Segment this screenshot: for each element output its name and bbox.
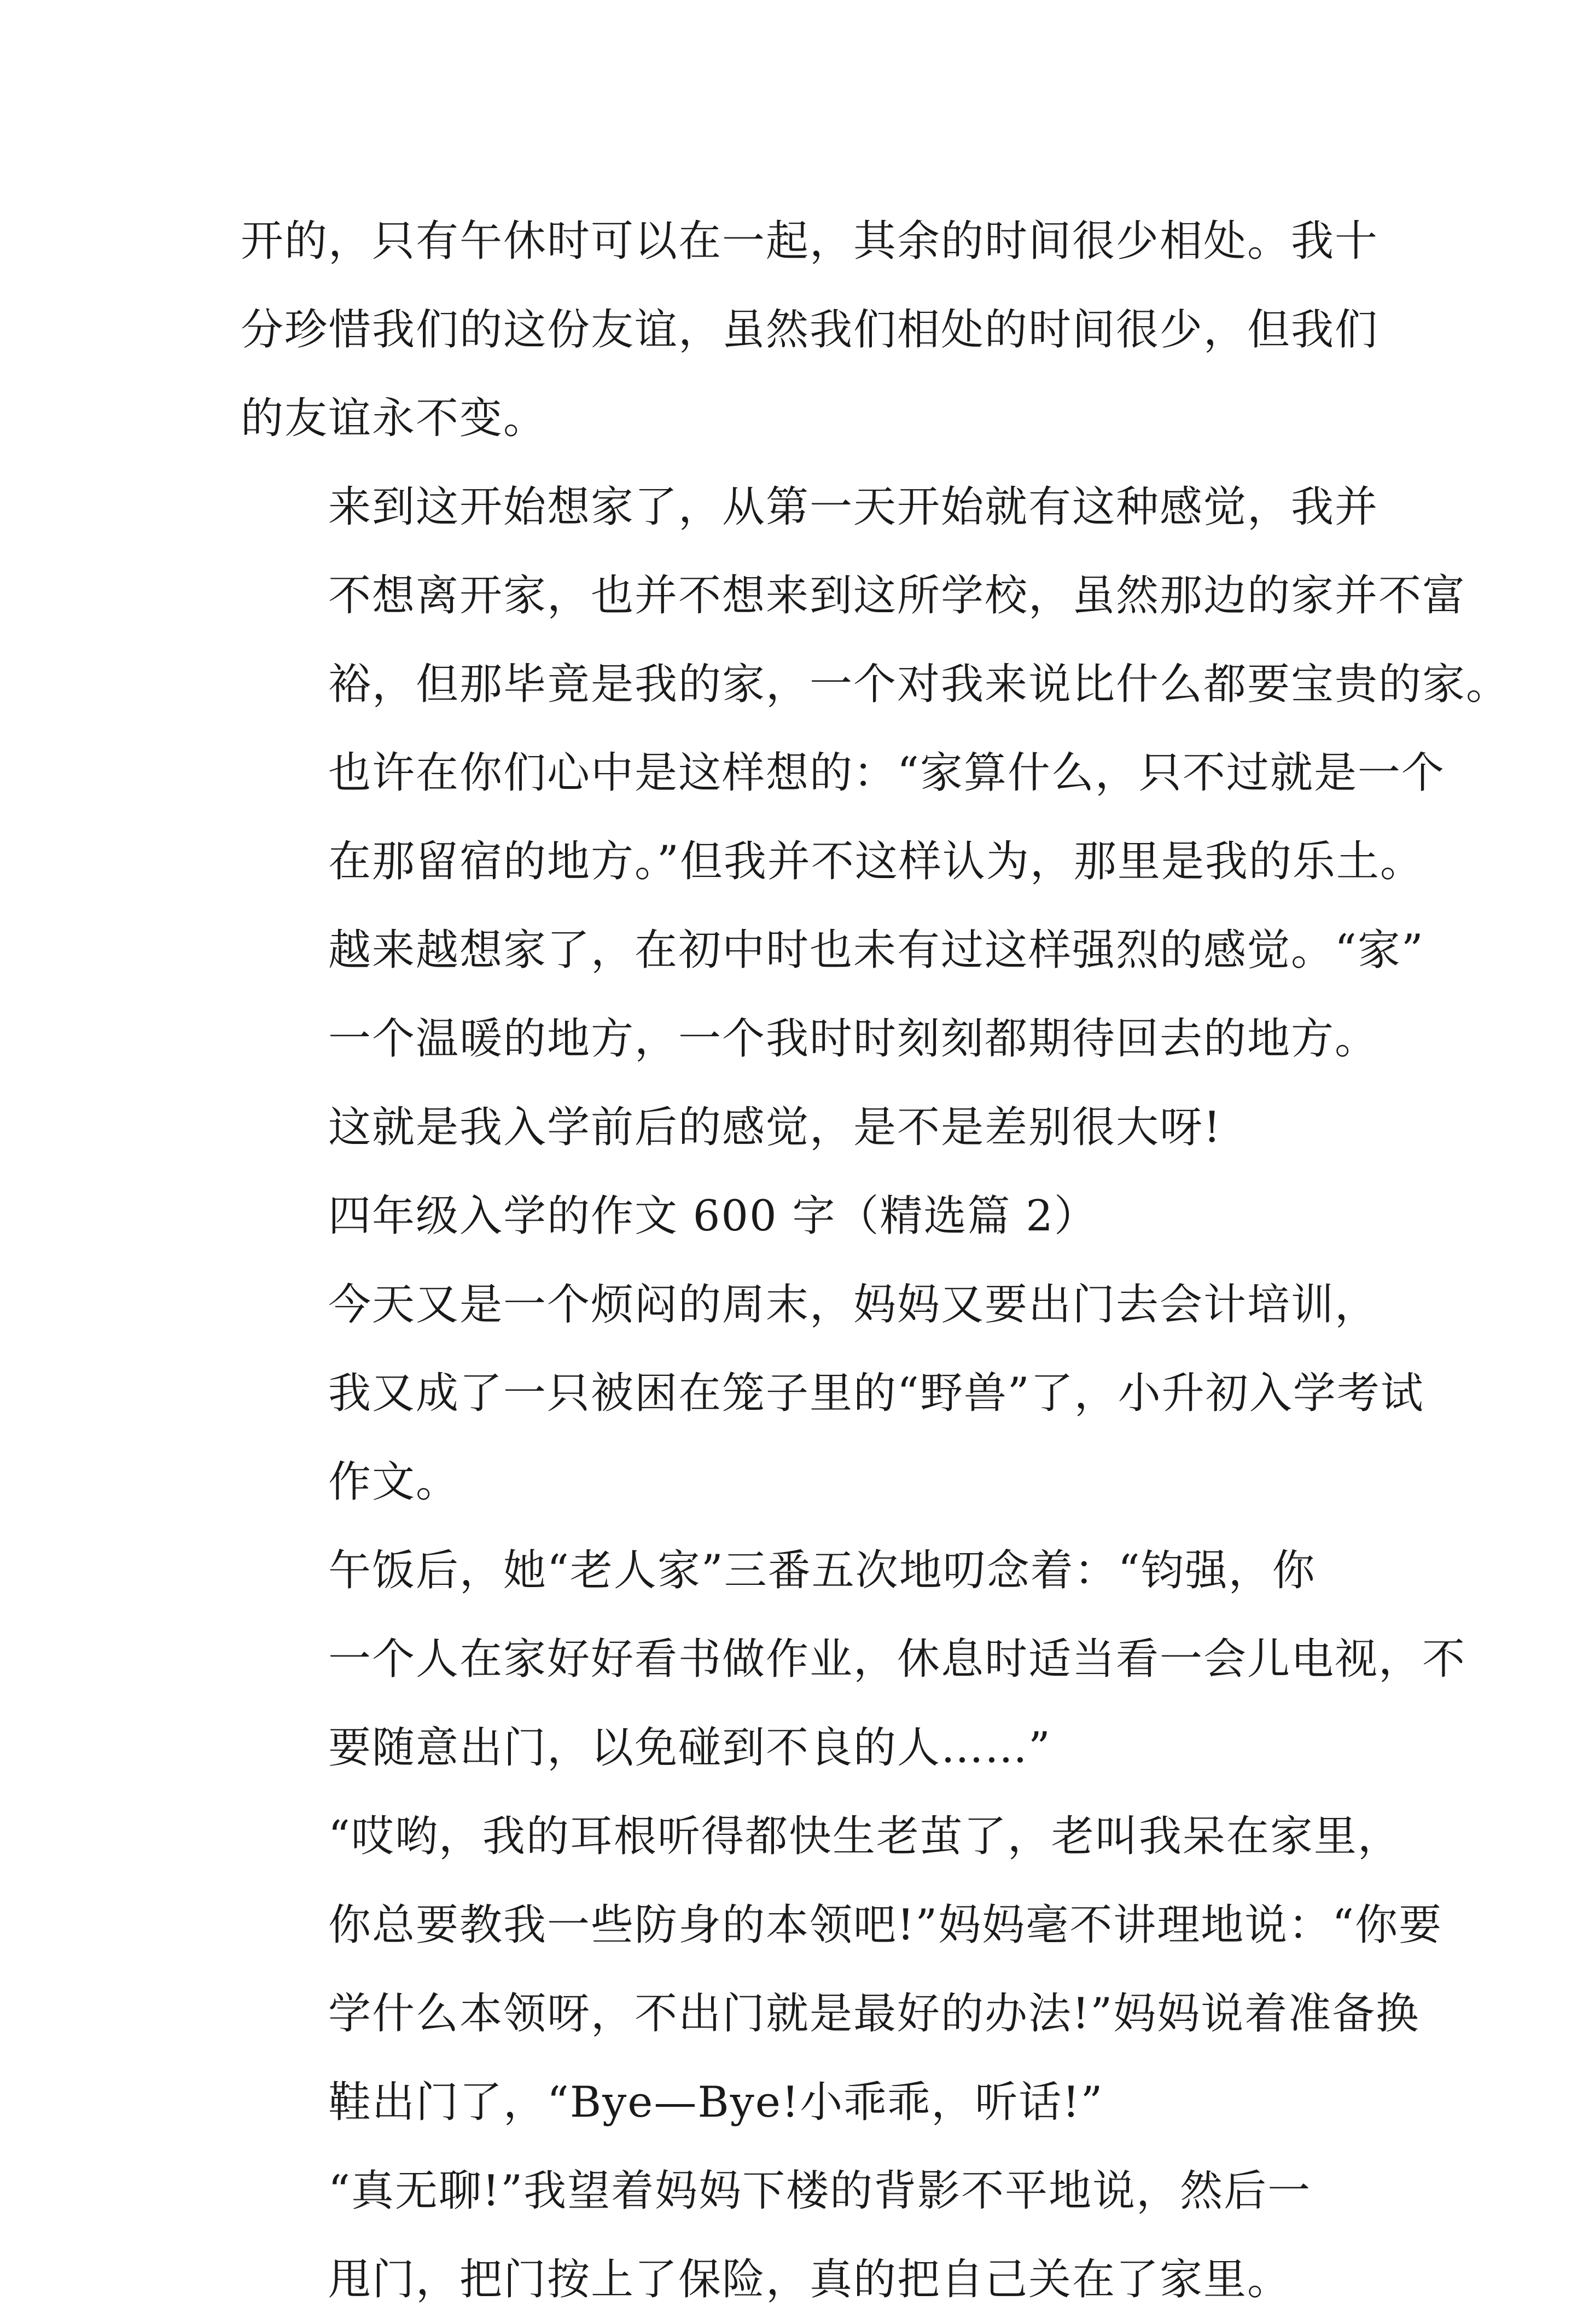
text-line: 今天又是一个烦闷的周末，妈妈又要出门去会计培训， — [328, 1280, 1379, 1329]
text-line: 学什么本领呀，不出门就是最好的办法!”妈妈说着准备换 — [328, 1989, 1420, 2038]
paragraph — [241, 2147, 1357, 2324]
paragraph — [241, 1083, 1357, 1172]
text-line: 越来越想家了，在初中时也未有过这样强烈的感觉。“家” — [328, 926, 1424, 975]
text-line: 裕，但那毕竟是我的家，一个对我来说比什么都要宝贵的家。 — [328, 660, 1510, 709]
paragraph — [241, 197, 1379, 463]
text-line: 在那留宿的地方。”但我并不这样认为，那里是我的乐土。 — [328, 837, 1424, 886]
text-line: 我又成了一只被困在笼子里的“野兽”了，小升初入学考试 — [328, 1369, 1424, 1418]
text-line: 一个人在家好好看书做作业，休息时适当看一会儿电视，不 — [328, 1635, 1466, 1684]
text-line: 这就是我入学前后的感觉，是不是差别很大呀! — [328, 1103, 1222, 1152]
text-line: 你总要教我一些防身的本领吧!”妈妈毫不讲理地说：“你要 — [328, 1901, 1443, 1950]
text-line: 不想离开家，也并不想来到这所学校，虽然那边的家并不富 — [328, 571, 1466, 620]
text-line: 要随意出门，以免碰到不良的人……” — [328, 1723, 1051, 1773]
text-line: 来到这开始想家了，从第一天开始就有这种感觉，我并 — [328, 483, 1379, 532]
text-line: 也许在你们心中是这样想的：“家算什么，只不过就是一个 — [328, 748, 1445, 798]
paragraph — [241, 1172, 1357, 1260]
text-line: 午饭后，她“老人家”三番五次地叨念着：“钧强，你 — [328, 1546, 1316, 1595]
text-line: 作文。 — [328, 1457, 460, 1507]
text-line: 开的，只有午休时可以在一起，其余的时间很少相处。我十 — [241, 217, 1379, 266]
paragraph — [241, 1260, 1424, 1526]
paragraph — [241, 1526, 1466, 1792]
text-line: 四年级入学的作文 600 字（精选篇 2） — [328, 1192, 1098, 1241]
text-line: 分珍惜我们的这份友谊，虽然我们相处的时间很少，但我们 — [241, 305, 1379, 355]
essay-body — [241, 197, 1510, 2324]
paragraph — [241, 463, 1510, 1083]
text-line: “哎哟，我的耳根听得都快生老茧了，老叫我呆在家里， — [328, 1812, 1401, 1861]
text-line: 甩门，把门按上了保险，真的把自己关在了家里。 — [328, 2255, 1291, 2304]
text-line: 的友谊永不变。 — [241, 394, 548, 443]
text-line: 鞋出门了，“Bye—Bye!小乖乖，听话!” — [328, 2078, 1104, 2127]
text-line: 一个温暖的地方，一个我时时刻刻都期待回去的地方。 — [328, 1014, 1379, 1064]
paragraph — [241, 1792, 1443, 2147]
text-line: “真无聊!”我望着妈妈下楼的背影不平地说，然后一 — [328, 2166, 1312, 2216]
